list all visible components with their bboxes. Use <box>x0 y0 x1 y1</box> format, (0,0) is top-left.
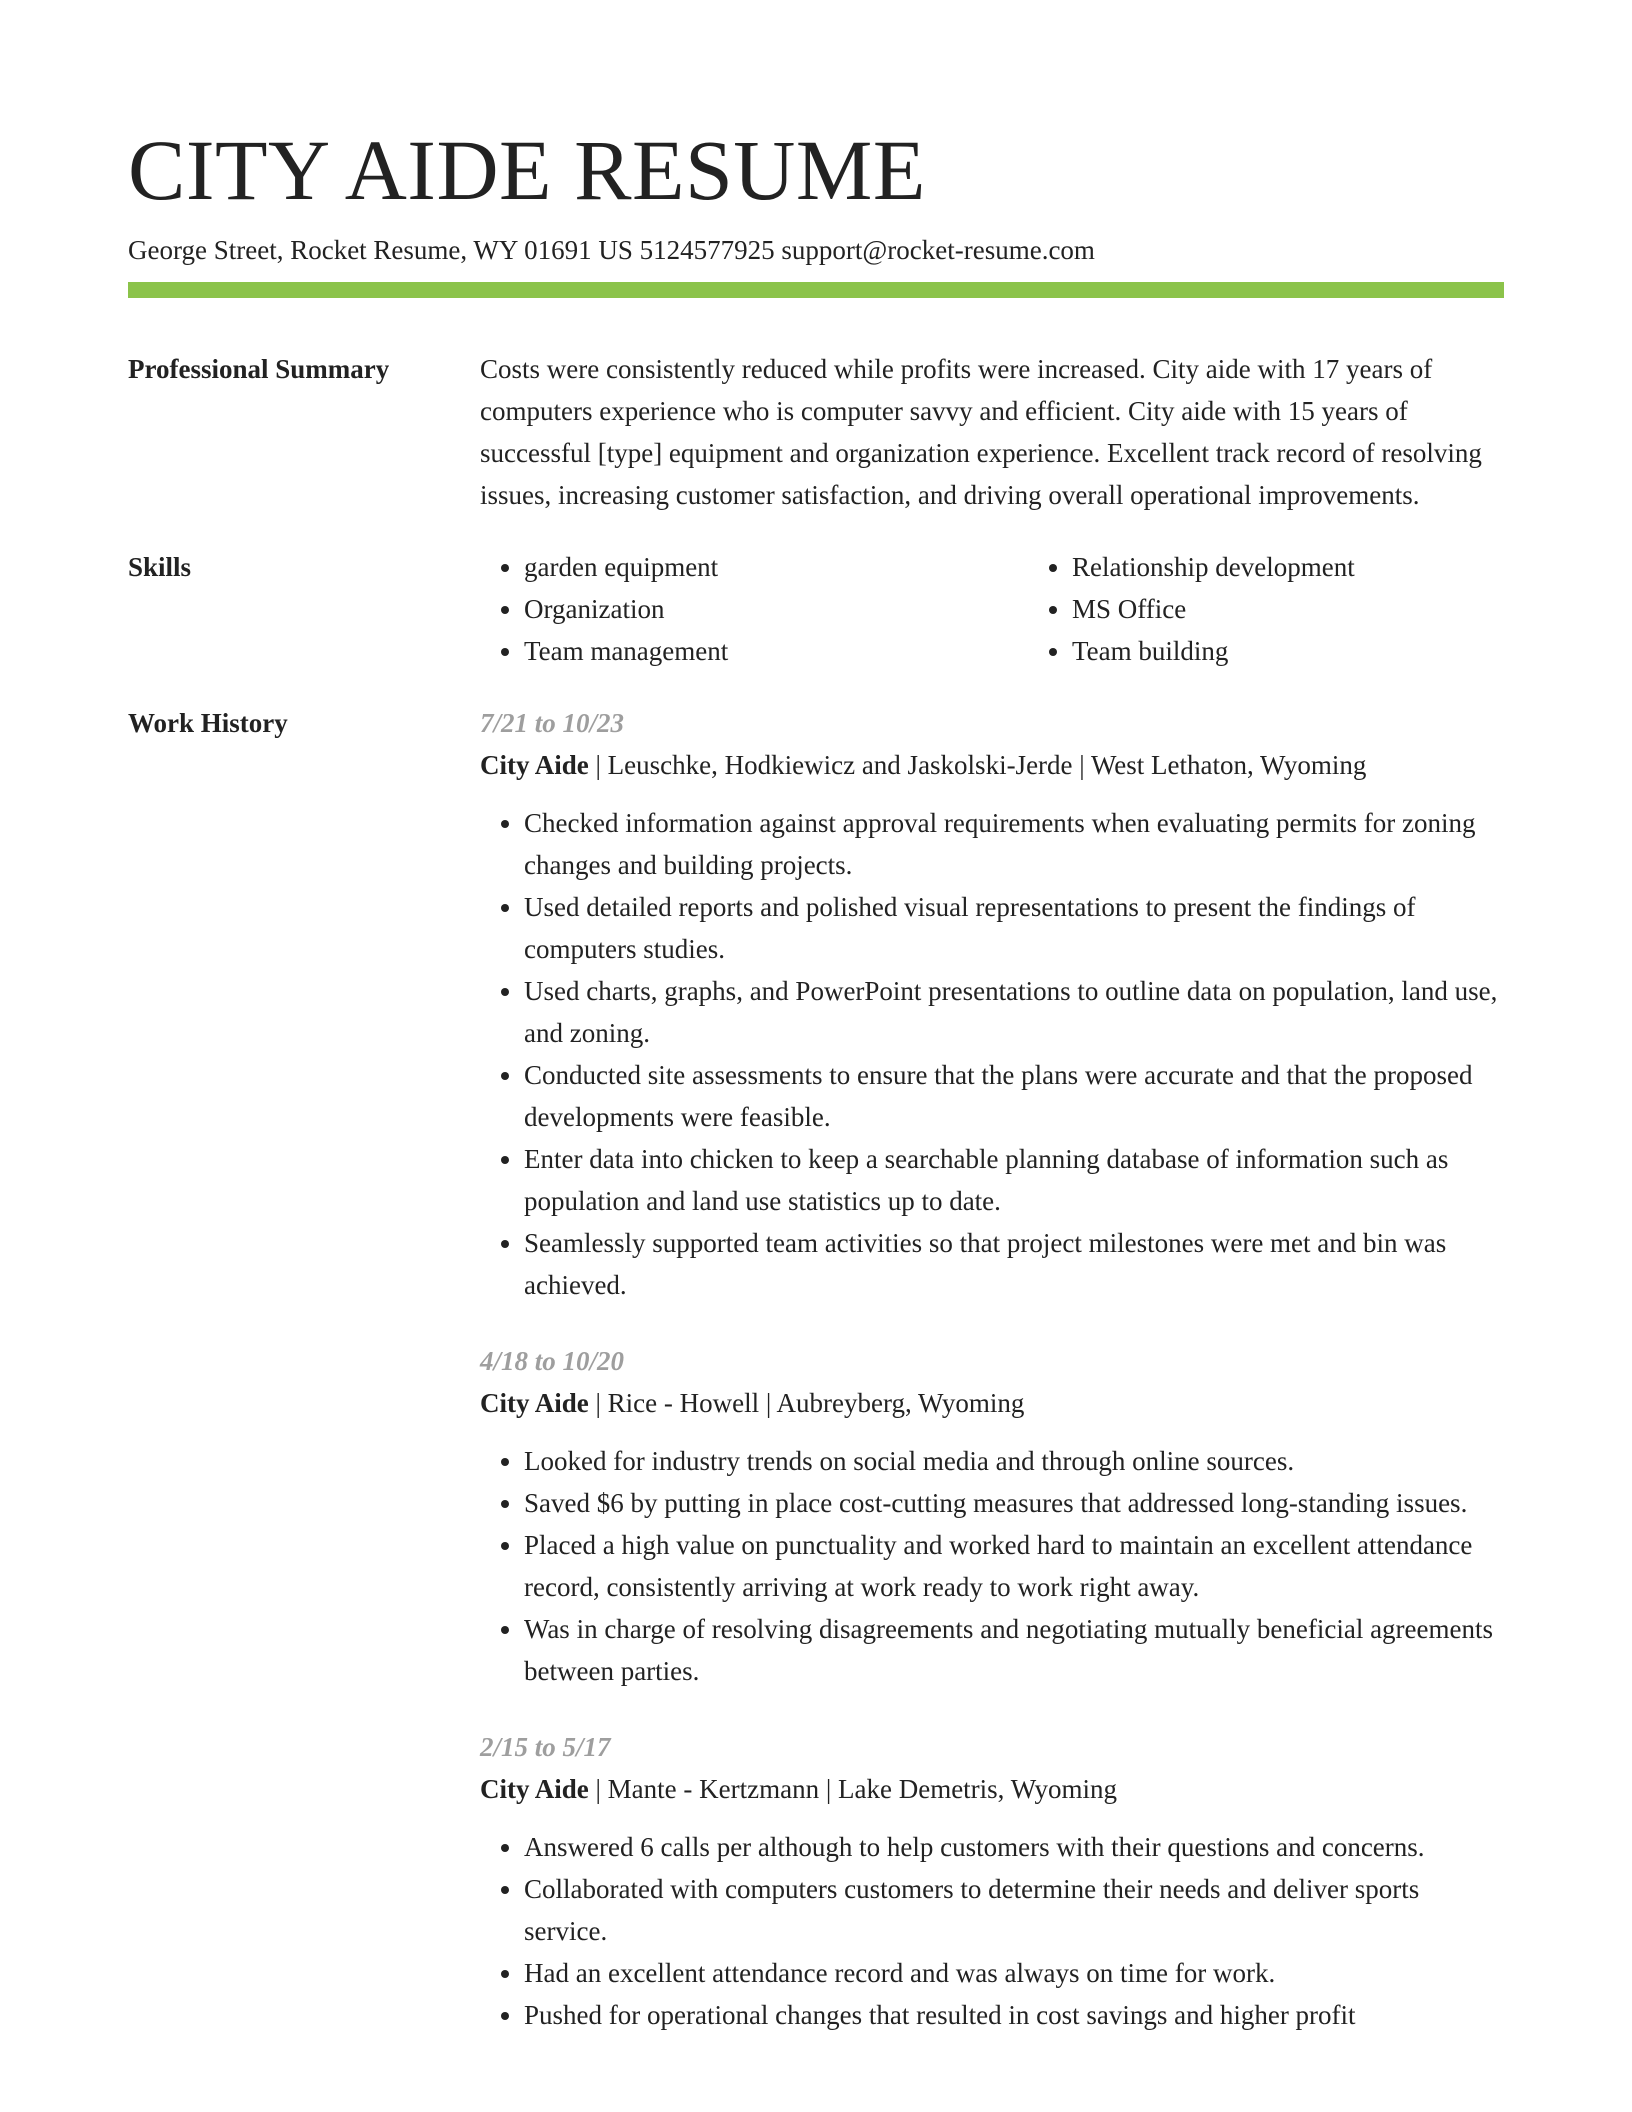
job-dates: 7/21 to 10/23 <box>480 708 625 738</box>
job-entry <box>480 702 1504 1306</box>
job-bullet: • Looked for industry trends on social media and through online sources. <box>524 1440 1504 1482</box>
job-entry <box>480 1726 1504 2036</box>
job-bullet: • Answered 6 calls per although to help customers with their questions and concerns. <box>524 1826 1504 1868</box>
resume-title: CITY AIDE RESUME <box>128 122 926 218</box>
job-bullet: • Pushed for operational changes that resulted in cost savings and higher profit <box>524 1994 1504 2036</box>
separator: | <box>588 750 608 780</box>
job-bullet: • Placed a high value on punctuality and worked hard to maintain an excellent attendance record, consistently arriving at work ready to work right away. <box>524 1524 1504 1608</box>
section-label-skills: Skills <box>128 552 192 582</box>
skill-item: • MS Office <box>1072 588 1576 630</box>
job-title: City Aide <box>480 750 589 780</box>
job-bullet: • Used charts, graphs, and PowerPoint presentations to outline data on population, land use, and zoning. <box>524 970 1504 1054</box>
job-dates: 4/18 to 10/20 <box>480 1346 625 1376</box>
job-location: Lake Demetris, Wyoming <box>838 1774 1118 1804</box>
job-bullets <box>480 1826 1504 2036</box>
skill-item: • Team building <box>1072 630 1576 672</box>
skill-item: • Relationship development <box>1072 546 1576 588</box>
job-bullet: • Enter data into chicken to keep a searchable planning database of information such as population and land use statistics up to date. <box>524 1138 1504 1222</box>
separator: | <box>588 1388 608 1418</box>
job-title-line <box>480 1768 1504 1810</box>
job-title-line <box>480 1382 1504 1424</box>
job-title: City Aide <box>480 1774 589 1804</box>
job-company: Mante - Kertzmann <box>607 1774 820 1804</box>
job-entry <box>480 1340 1504 1692</box>
job-bullet: • Checked information against approval requirements when evaluating permits for zoning changes and building projects. <box>524 802 1504 886</box>
section-label-work: Work History <box>128 708 288 738</box>
resume-page <box>128 0 1504 2070</box>
work-history-list <box>480 702 1504 2070</box>
job-company: Leuschke, Hodkiewicz and Jaskolski-Jerde <box>607 750 1073 780</box>
accent-divider <box>128 282 1504 298</box>
skills-column-right <box>1028 546 1576 672</box>
job-title: City Aide <box>480 1388 589 1418</box>
separator: | <box>1072 750 1091 780</box>
job-bullets <box>480 802 1504 1306</box>
job-title-line <box>480 744 1504 786</box>
job-bullet: • Saved $6 by putting in place cost-cutting measures that addressed long-standing issues. <box>524 1482 1504 1524</box>
summary-text: Costs were consistently reduced while profits were increased. City aide with 17 years of computers experience who is computer savvy and efficient. City aide with 15 years of successful [type] equipment and organization experience. Excellent track record of resolving issues, increasing customer satisfaction, and driving overall operational improvements. <box>480 354 1482 510</box>
job-dates: 2/15 to 5/17 <box>480 1732 611 1762</box>
job-bullet: • Had an excellent attendance record and was always on time for work. <box>524 1952 1504 1994</box>
skill-item: • garden equipment <box>524 546 1028 588</box>
job-bullet: • Conducted site assessments to ensure that the plans were accurate and that the proposed developments were feasible. <box>524 1054 1504 1138</box>
job-company: Rice - Howell <box>607 1388 760 1418</box>
work-history-section <box>128 702 1504 2070</box>
skill-item: • Organization <box>524 588 1028 630</box>
skills-section <box>128 546 1504 672</box>
separator: | <box>588 1774 608 1804</box>
job-bullet: • Seamlessly supported team activities so that project milestones were met and bin was achieved. <box>524 1222 1504 1306</box>
job-location: West Lethaton, Wyoming <box>1090 750 1367 780</box>
contact-line: George Street, Rocket Resume, WY 01691 US 5124577925 support@rocket-resume.com <box>128 235 1095 265</box>
skills-column-left <box>480 546 1028 672</box>
skills-columns <box>480 546 1576 672</box>
job-bullet: • Was in charge of resolving disagreements and negotiating mutually beneficial agreements between parties. <box>524 1608 1504 1692</box>
section-label-summary: Professional Summary <box>128 354 390 384</box>
separator: | <box>819 1774 838 1804</box>
job-bullets <box>480 1440 1504 1692</box>
job-bullet: • Used detailed reports and polished visual representations to present the findings of computers studies. <box>524 886 1504 970</box>
job-bullet: • Collaborated with computers customers to determine their needs and deliver sports service. <box>524 1868 1504 1952</box>
job-location: Aubreyberg, Wyoming <box>776 1388 1025 1418</box>
professional-summary-section <box>128 348 1504 516</box>
separator: | <box>759 1388 777 1418</box>
skill-item: • Team management <box>524 630 1028 672</box>
